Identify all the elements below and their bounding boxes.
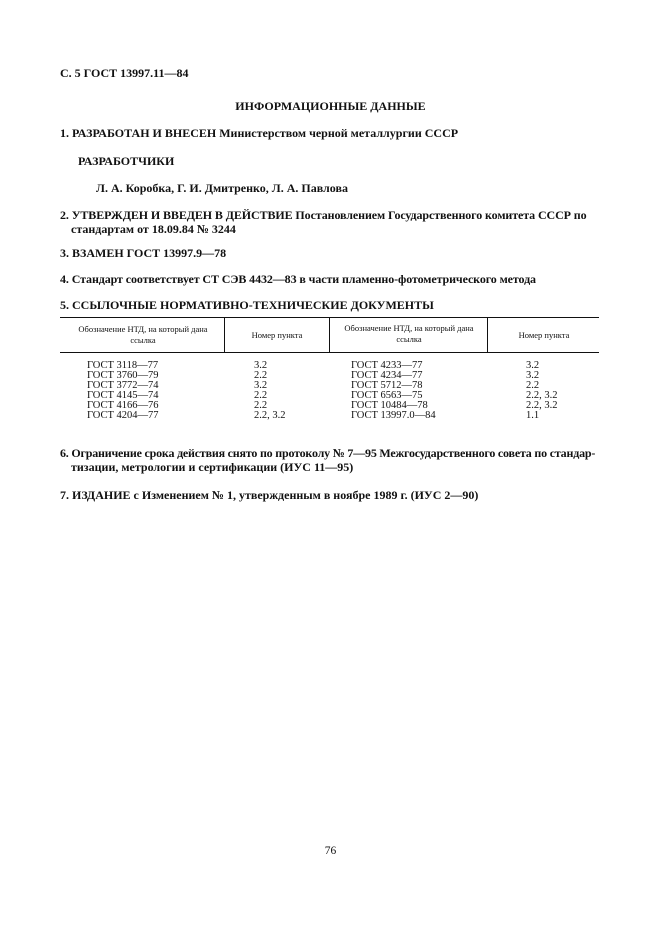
left-doc-column <box>87 361 159 421</box>
table-cell: ГОСТ 4145—74 <box>87 390 159 401</box>
item-6-limitation-line2: тизации, метрологии и сертификации (ИУС 11—95) <box>71 460 354 474</box>
table-cell: 1.1 <box>526 410 540 421</box>
table-cell: ГОСТ 3118—77 <box>87 360 159 371</box>
table-cell: 3.2 <box>254 380 268 391</box>
developers-names: Л. А. Коробка, Г. И. Дмитренко, Л. А. Павлова <box>96 181 348 195</box>
table-cell: ГОСТ 4166—76 <box>87 400 159 411</box>
item-2-approved-line2: стандартам от 18.09.84 № 3244 <box>71 222 236 236</box>
table-cell: 3.2 <box>526 360 540 371</box>
right-doc-column <box>351 361 436 421</box>
table-divider-2 <box>329 317 330 353</box>
table-cell: ГОСТ 3760—79 <box>87 370 159 381</box>
table-cell: 2.2, 3.2 <box>526 390 558 401</box>
table-cell: 2.2 <box>254 370 268 381</box>
table-cell: 2.2 <box>526 380 540 391</box>
table-cell: ГОСТ 6563—75 <box>351 390 423 401</box>
left-item-column <box>254 361 286 421</box>
table-divider-3 <box>487 317 488 353</box>
table-divider-1 <box>224 317 225 353</box>
table-cell: 2.2, 3.2 <box>254 410 286 421</box>
item-5-references-heading: 5. ССЫЛОЧНЫЕ НОРМАТИВНО-ТЕХНИЧЕСКИЕ ДОКУМЕНТЫ <box>60 298 434 312</box>
table-cell: ГОСТ 5712—78 <box>351 380 423 391</box>
page-header: С. 5 ГОСТ 13997.11—84 <box>60 66 189 80</box>
header-doc-right: Обозначение НТД, на который дана ссылка <box>344 323 474 344</box>
right-item-column <box>526 361 558 421</box>
item-4-conformity: 4. Стандарт соответствует СТ СЭВ 4432—83 в части пламенно-фотометрического метода <box>60 272 536 286</box>
table-cell: 2.2 <box>254 400 268 411</box>
page-number: 76 <box>324 845 337 857</box>
table-cell: ГОСТ 10484—78 <box>351 400 428 411</box>
table-cell: ГОСТ 3772—74 <box>87 380 159 391</box>
item-3-replaces: 3. ВЗАМЕН ГОСТ 13997.9—78 <box>60 246 227 260</box>
item-2-approved-line1: 2. УТВЕРЖДЕН И ВВЕДЕН В ДЕЙСТВИЕ Постановлением Государственного комитета СССР по <box>60 208 587 222</box>
header-item-left: Номер пункта <box>251 330 303 340</box>
developers-heading: РАЗРАБОТЧИКИ <box>78 154 175 168</box>
document-title: ИНФОРМАЦИОННЫЕ ДАННЫЕ <box>235 99 426 113</box>
table-cell: 3.2 <box>254 360 268 371</box>
header-item-right: Номер пункта <box>518 330 570 340</box>
table-cell: ГОСТ 4233—77 <box>351 360 423 371</box>
item-7-edition: 7. ИЗДАНИЕ с Изменением № 1, утвержденным в ноябре 1989 г. (ИУС 2—90) <box>60 488 479 502</box>
table-cell: 3.2 <box>526 370 540 381</box>
table-cell: ГОСТ 13997.0—84 <box>351 410 436 421</box>
item-6-limitation-line1: 6. Ограничение срока действия снято по протоколу № 7—95 Межгосударственного совета по стандар- <box>60 446 596 460</box>
header-doc-left: Обозначение НТД, на который дана ссылка <box>78 324 208 345</box>
table-cell: ГОСТ 4204—77 <box>87 410 159 421</box>
table-cell: 2.2 <box>254 390 268 401</box>
item-1-developed: 1. РАЗРАБОТАН И ВНЕСЕН Министерством черной металлургии СССР <box>60 126 459 140</box>
table-cell: ГОСТ 4234—77 <box>351 370 423 381</box>
table-cell: 2.2, 3.2 <box>526 400 558 411</box>
